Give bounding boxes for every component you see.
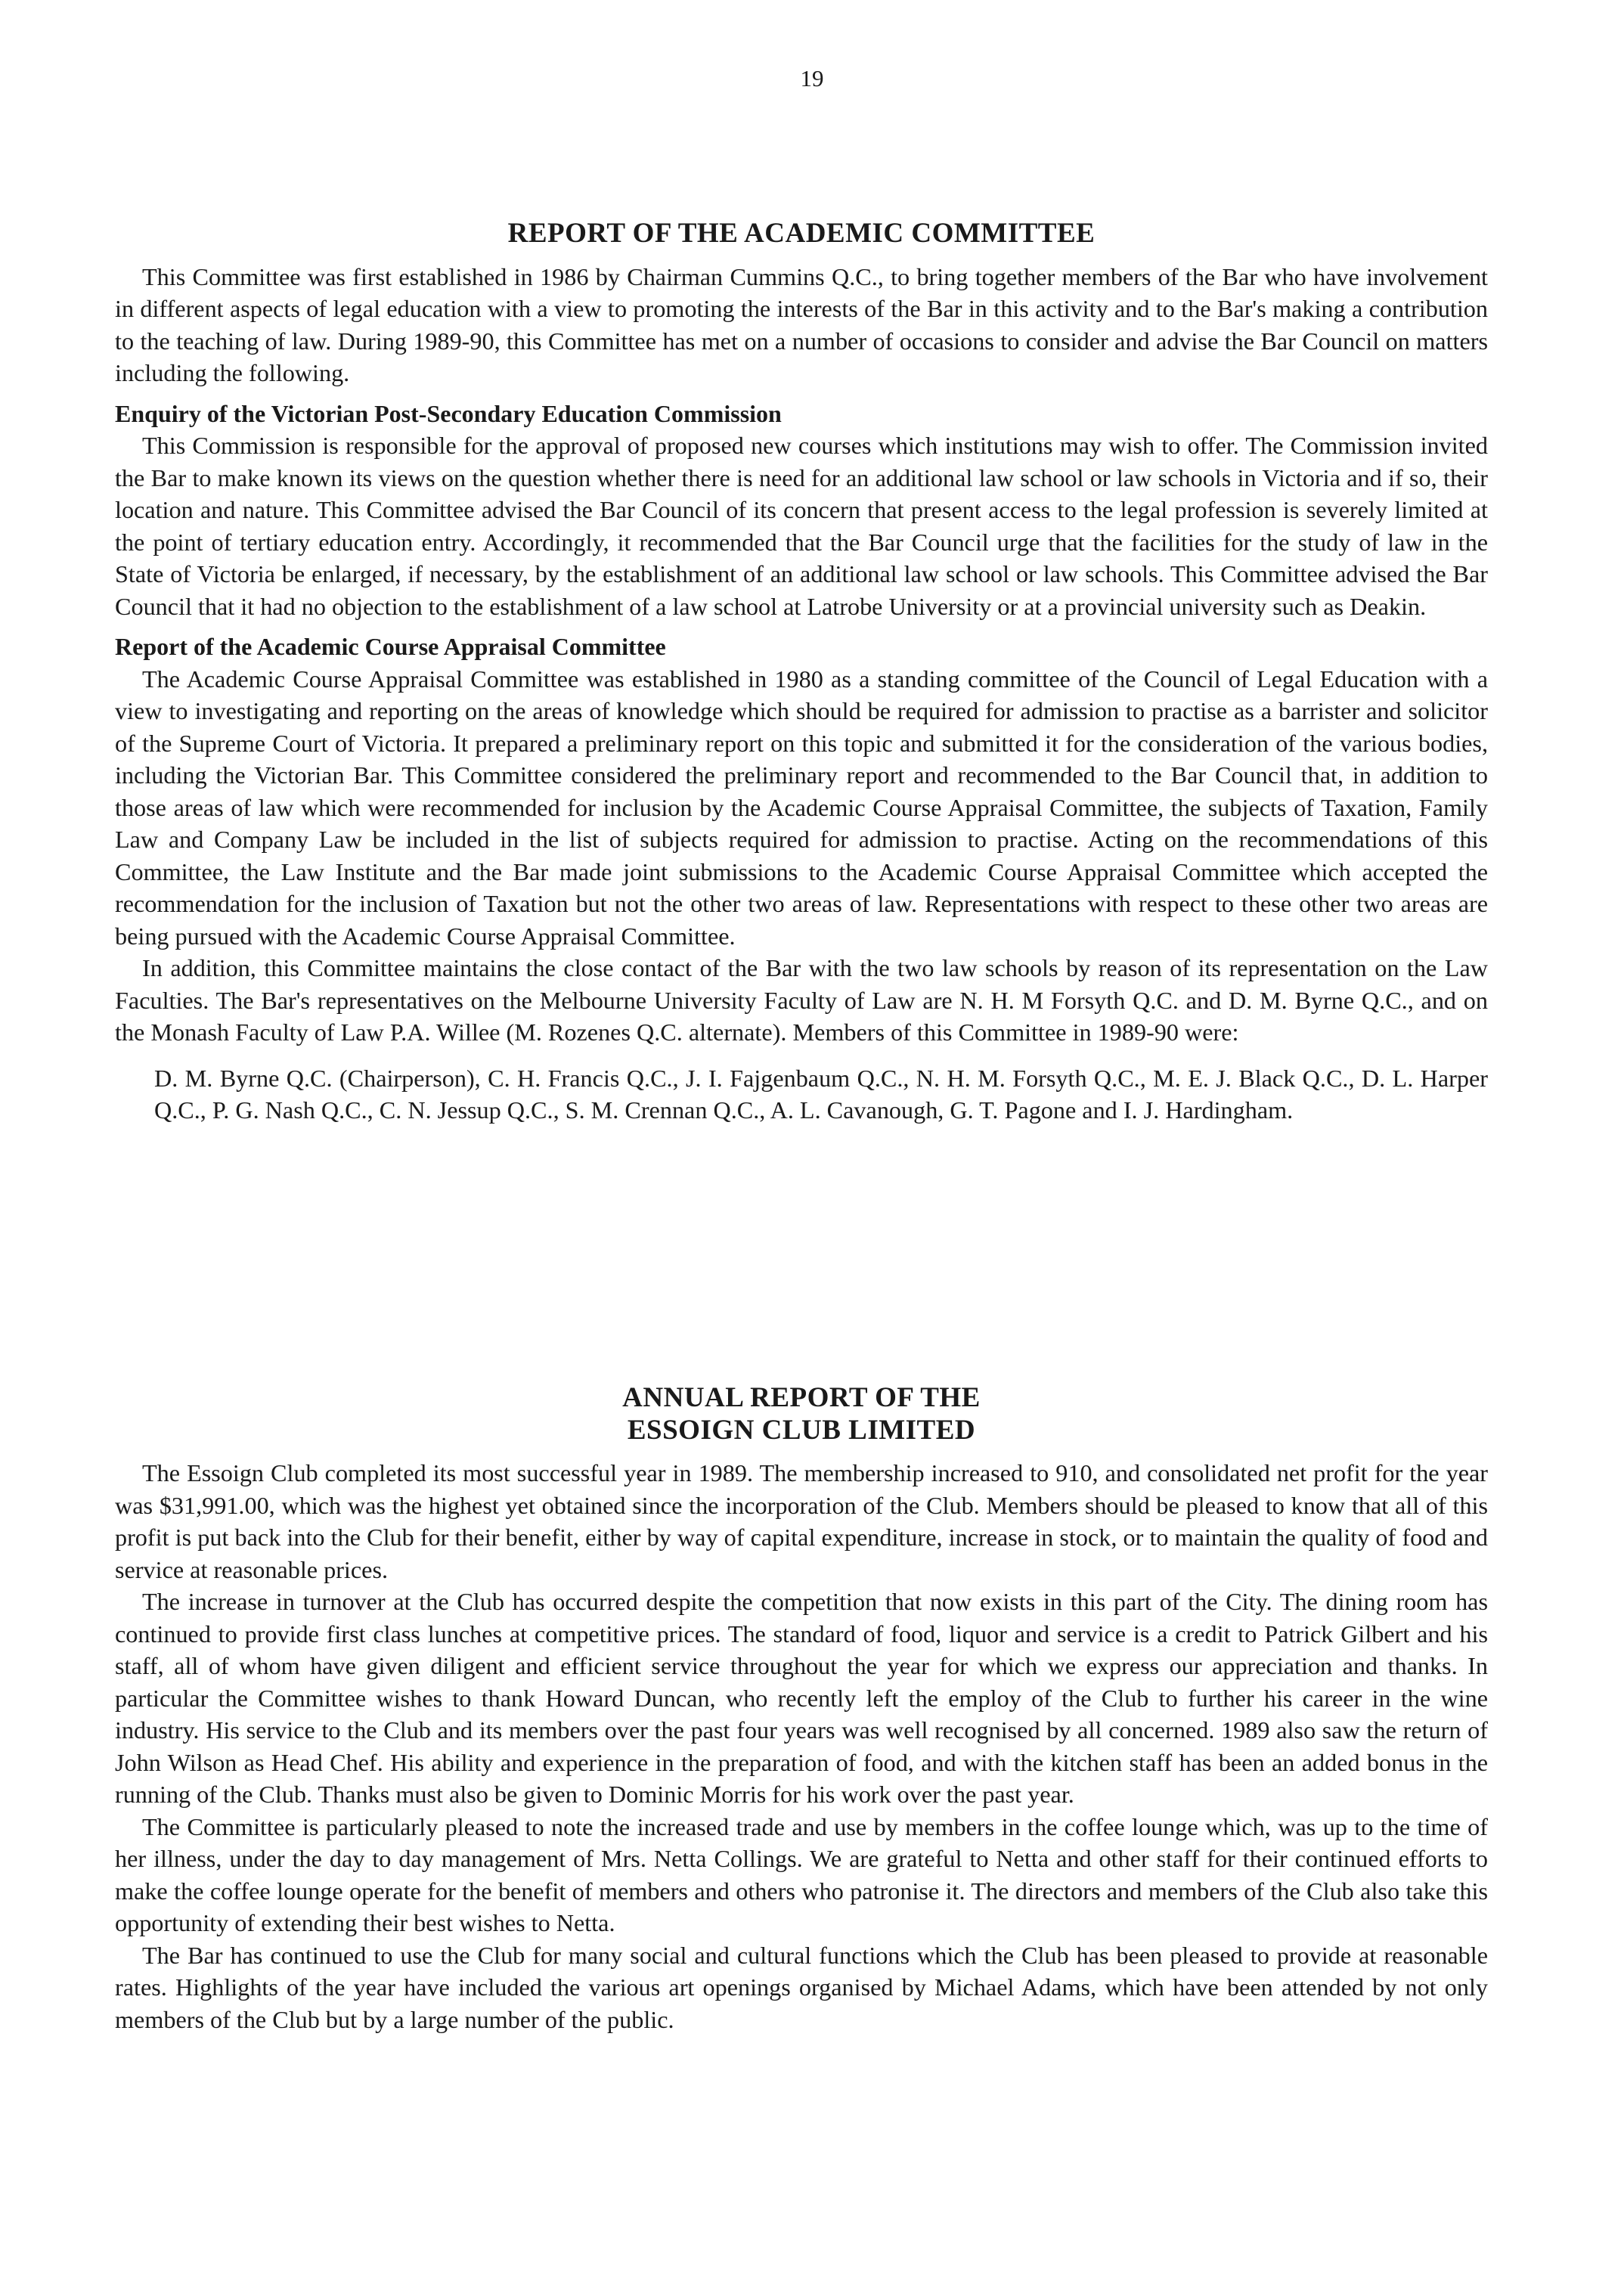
enquiry-heading: Enquiry of the Victorian Post-Secondary Education Commission [115, 399, 782, 427]
essoign-club-title [115, 1382, 1488, 1446]
page-number: 19 [800, 65, 824, 91]
essoign-club-section [115, 1382, 1488, 2035]
academic-committee-title: REPORT OF THE ACADEMIC COMMITTEE [507, 218, 1096, 249]
addition-paragraph: In addition, this Committee maintains the close contact of the Bar with the two law schools by reason of its representation on the Law Faculties. The Bar's representatives on the Melbourne University Faculty of Law are N. H. M Forsyth Q.C. and D. M. Byrne Q.C., and on the Monash Faculty of Law P.A. Willee (M. Rozenes Q.C. alternate). Members of this Committee in 1989-90 were: [115, 954, 1488, 1046]
essoign-paragraph-1: The Essoign Club completed its most successful year in 1989. The membership increased to 910, and consolidated net profit for the year was $31,991.00, which was the highest yet obtained since the incorporation of the Club. Members should be pleased to know that all of this profit is put back into the Club for their benefit, either by way of capital expenditure, increase in stock, or to maintain the quality of food and service at reasonable prices. [115, 1459, 1488, 1583]
essoign-title-line-1: ANNUAL REPORT OF THE [622, 1382, 981, 1413]
essoign-paragraph-4: The Bar has continued to use the Club for many social and cultural functions which the Club has been pleased to provide at reasonable rates. Highlights of the year have included the various art openings organised by Michael Adams, which have been attended by not only members of the Club but by a large number of the public. [115, 1941, 1488, 2033]
appraisal-heading: Report of the Academic Course Appraisal Committee [115, 633, 666, 661]
committee-members-list: D. M. Byrne Q.C. (Chairperson), C. H. Francis Q.C., J. I. Fajgenbaum Q.C., N. H. M. Forsyth Q.C., M. E. J. Black Q.C., D. L. Harper Q.C., P. G. Nash Q.C., C. N. Jessup Q.C., S. M. Crennan Q.C., A. L. Cavanough, G. T. Pagone and I. J. Hardingham. [154, 1064, 1488, 1124]
essoign-paragraph-2: The increase in turnover at the Club has occurred despite the competition that now exists in this part of the City. The dining room has continued to provide first class lunches at competitive prices. The standard of food, liquor and service is a credit to Patrick Gilbert and his staff, all of whom have given diligent and efficient service throughout the year for which we express our appreciation and thanks. In particular the Committee wishes to thank Howard Duncan, who recently left the employ of the Club to further his career in the wine industry. His service to the Club and its members over the past four years was well recognised by all concerned. 1989 also saw the return of John Wilson as Head Chef. His ability and experience in the preparation of food, and with the kitchen staff has been an added bonus in the running of the Club. Thanks must also be given to Dominic Morris for his work over the past year. [115, 1588, 1488, 1809]
essoign-paragraph-3: The Committee is particularly pleased to note the increased trade and use by members in the coffee lounge which, was up to the time of her illness, under the day to day management of Mrs. Netta Collings. We are grateful to Netta and other staff for their continued efforts to make the coffee lounge operate for the benefit of members and others who patronise it. The directors and members of the Club also take this opportunity of extending their best wishes to Netta. [115, 1812, 1488, 1937]
academic-intro-paragraph: This Committee was first established in 1986 by Chairman Cummins Q.C., to bring together members of the Bar who have involvement in different aspects of legal education with a view to promoting the interests of the Bar in this activity and to the Bar's making a contribution to the teaching of law. During 1989-90, this Committee has met on a number of occasions to consider and advise the Bar Council on matters including the following. [115, 262, 1488, 387]
appraisal-paragraph: The Academic Course Appraisal Committee was established in 1980 as a standing committee of the Council of Legal Education with a view to investigating and reporting on the areas of knowledge which should be required for admission to practise as a barrister and solicitor of the Supreme Court of Victoria. It prepared a preliminary report on this topic and submitted it for the consideration of the various bodies, including the Victorian Bar. This Committee considered the preliminary report and recommended to the Bar Council that, in addition to those areas of law which were recommended for inclusion by the Academic Course Appraisal Committee, the subjects of Taxation, Family Law and Company Law be included in the list of subjects required for admission to practise. Acting on the recommendations of this Committee, the Law Institute and the Bar made joint submissions to the Academic Course Appraisal Committee which accepted the recommendation for the inclusion of Taxation but not the other two areas of law. Representations with respect to these other two areas are being pursued with the Academic Course Appraisal Committee. [115, 665, 1488, 950]
essoign-title-line-2: ESSOIGN CLUB LIMITED [627, 1414, 976, 1446]
enquiry-paragraph: This Commission is responsible for the approval of proposed new courses which institutions may wish to offer. The Commission invited the Bar to make known its views on the question whether there is need for an additional law school or law schools in Victoria and if so, their location and nature. This Committee advised the Bar Council of its concern that present access to the legal profession is severely limited at the point of tertiary education entry. Accordingly, it recommended that the Bar Council urge that the facilities for the study of law in the State of Victoria be enlarged, if necessary, by the establishment of an additional law school or law schools. This Committee advised the Bar Council that it had no objection to the establishment of a law school at Latrobe University or at a provincial university such as Deakin. [115, 432, 1488, 620]
academic-committee-section [115, 218, 1488, 1127]
